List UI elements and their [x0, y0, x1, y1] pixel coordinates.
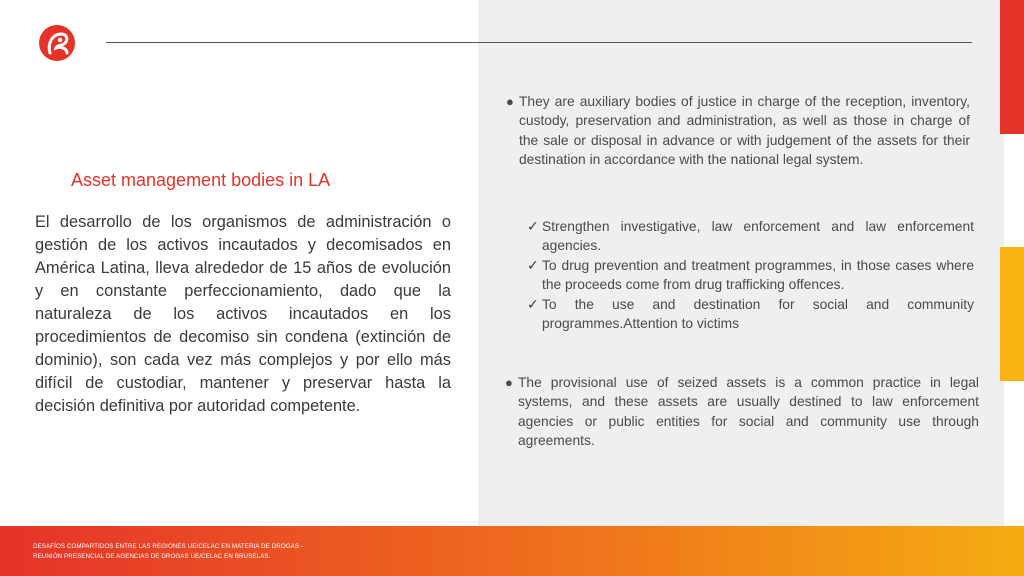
destination-checklist [527, 217, 974, 333]
checkmark-icon: ✓ [527, 256, 539, 273]
footer-line-2: REUNIÓN PRESENCIAL DE AGENCIAS DE DROGAS UE/CELAC EN BRUSELAS. [33, 552, 271, 560]
check-item-strengthen [527, 217, 974, 256]
bullet-text: The provisional use of seized assets is a common practice in legal systems, and these assets are usually destined to law enforcement agencies or public entities for social and community use through agreements. [518, 375, 979, 449]
check-item-text: To the use and destination for social and community programmes.Attention to victims [542, 296, 974, 332]
checkmark-icon: ✓ [527, 218, 539, 234]
bullet-auxiliary-bodies [506, 92, 970, 170]
bullet-dot-icon: ● [506, 94, 514, 109]
red-edge-bar [1000, 0, 1024, 134]
yellow-edge-bar [1000, 247, 1024, 381]
check-item-text: Strengthen investigative, law enforcement and law enforcement agencies. [542, 219, 974, 254]
check-item-text: To drug prevention and treatment programmes, in those cases where the proceeds come from drug trafficking offences. [542, 257, 974, 293]
bullet-provisional-use [505, 373, 979, 451]
footer-line-1: DESAFÍOS COMPARTIDOS ENTRE LAS REGIONES UE/CELAC EN MATERIA DE DROGAS - [33, 543, 304, 550]
check-item-drug-prevention [527, 256, 974, 295]
bullet-dot-icon: ● [505, 375, 513, 390]
footer-caption [33, 542, 303, 561]
section-body-text: El desarrollo de los organismos de administración o gestión de los activos incautados y decomisados en América Latina, lleva alrededor de 15 años de evolución y en constante perfeccionamiento, dado que la naturaleza de los activos incautados en los procedimientos de decomiso sin condena (extinción de dominio), son cada vez más complejos y por ello más difícil de custodiar, mantener y preservar hasta la decisión definitiva por autoridad competente. [35, 213, 451, 415]
header-divider [106, 42, 972, 43]
check-item-social-programmes [527, 295, 974, 334]
brand-logo-icon [38, 24, 76, 62]
bullet-text: They are auxiliary bodies of justice in charge of the reception, inventory, custody, preservation and administration, as well as those in charge of the sale or disposal in advance or with judgement of the assets for their destination in accordance with the national legal system. [519, 94, 970, 168]
checkmark-icon: ✓ [527, 295, 539, 312]
section-title: Asset management bodies in LA [71, 170, 331, 190]
